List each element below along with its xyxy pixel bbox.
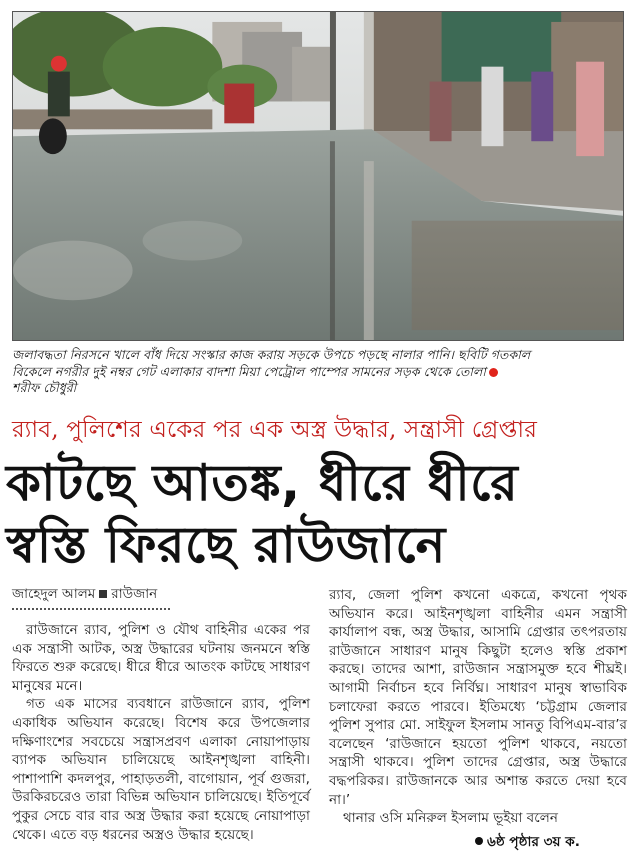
byline-place: রাউজান [111, 586, 158, 602]
square-bullet-icon [99, 590, 107, 598]
photo-caption [12, 347, 628, 397]
continued-on-page [475, 833, 635, 851]
article-column-right [329, 586, 627, 828]
photographer-credit: শরীফ চৌধুরী [12, 380, 77, 395]
article-paragraph: থানার ওসি মনিরুল ইসলাম ভূইয়া বলেন [343, 810, 558, 827]
continue-note: ৬ষ্ঠ পৃষ্ঠার ৩য় ক. [487, 834, 580, 850]
news-photo [12, 11, 624, 341]
article-headline [6, 452, 628, 576]
flooded-street-image [13, 12, 623, 340]
bullet-icon [489, 368, 498, 377]
byline-divider [12, 608, 170, 610]
article-kicker: র‌্যাব, পুলিশের একের পর এক অস্ত্র উদ্ধার, সন্ত্রাসী গ্রেপ্তার [12, 417, 538, 443]
headline-line-2: স্বস্তি ফিরছে রাউজানে [6, 516, 446, 574]
bullet-icon [475, 837, 483, 845]
caption-line-1: জলাবদ্ধতা নিরসনে খালে বাঁধ দিয়ে সংস্কার কাজ করায় সড়কে উপচে পড়ছে নালার পানি। ছবিটি গতকাল [12, 347, 531, 362]
headline-line-1: কাটছে আতঙ্ক, ধীরে ধীরে [6, 454, 519, 512]
article-paragraph: গত এক মাসের ব্যবধানে রাউজানে র‌্যাব, পুলিশ একাধিক অভিযান করেছে। বিশেষ করে উপজেলার দক্ষিণাংশের সবচেয়ে সন্ত্রাসপ্রবণ এলাকা নোয়াপাড়ায় ব্যাপক অভিযান চালিয়েছে আইনশৃঙ্খলা বাহিনী। পাশাপাশি কদলপুর, পাহাড়তলী, বাগোয়ান, পূর্ব গুজরা, উরকিরচরেও তারা বিভিন্ন অভিযান চালিয়েছে। ইতিপূর্বে পুকুর সেচে বার বার অস্ত্র উদ্ধার করা হয়েছে নোয়াপাড়া থেকে। এতে বড় ধরনের অস্ত্রও উদ্ধার হয়েছে। [12, 696, 310, 843]
article-paragraph: রাউজানে র‌্যাব, পুলিশ ও যৌথ বাহিনীর একের পর এক সন্ত্রাসী আটক, অস্ত্র উদ্ধারের ঘটনায় জনমনে স্বস্তি ফিরতে শুরু করেছে। ধীরে ধীরে আতংক কাটছে সাধারণ মানুষের মনে। [12, 622, 310, 694]
article-paragraph: র‌্যাব, জেলা পুলিশ কখনো একত্রে, কখনো পৃথক অভিযান করে। আইনশৃঙ্খলা বাহিনীর এমন সন্ত্রাসী কার্যালাপ বন্ধ, অস্ত্র উদ্ধার, আসামি গ্রেপ্তার তৎপরতায় রাউজানে সাধারণ মানুষ কিছুটা হলেও স্বস্তি প্রকাশ করছে। তাদের আশা, রাউজান সন্ত্রাসমুক্ত হবে শীঘ্রই। আগামী নির্বাচন হবে নির্বিঘ্ন। সাধারণ মানুষ স্বাভাবিক চলাফেরা করতে পারবে। ইতিমধ্যে ‘চট্টগ্রাম জেলার পুলিশ সুপার মো. সাইফুল ইসলাম সানতু বিপিএম-বার’র বলেছেন ‘রাউজানে হয়তো পুলিশ থাকবে, নয়তো সন্ত্রাসী থাকবে। পুলিশ তাদের গ্রেপ্তার, অস্ত্র উদ্ধারে বদ্ধপরিকর। রাউজানকে আর অশান্ত করতে দেয়া হবে না।’ [329, 587, 627, 808]
article-column-left [12, 621, 310, 844]
caption-line-2 [12, 364, 628, 381]
caption-line-2-text: বিকেলে নগরীর দুই নম্বর গেট এলাকার বাদশা মিয়া পেট্রোল পাম্পের সামনের সড়ক থেকে তোলা [12, 363, 486, 379]
byline-author: জাহেদুল আলম [12, 586, 96, 602]
byline [12, 585, 312, 603]
